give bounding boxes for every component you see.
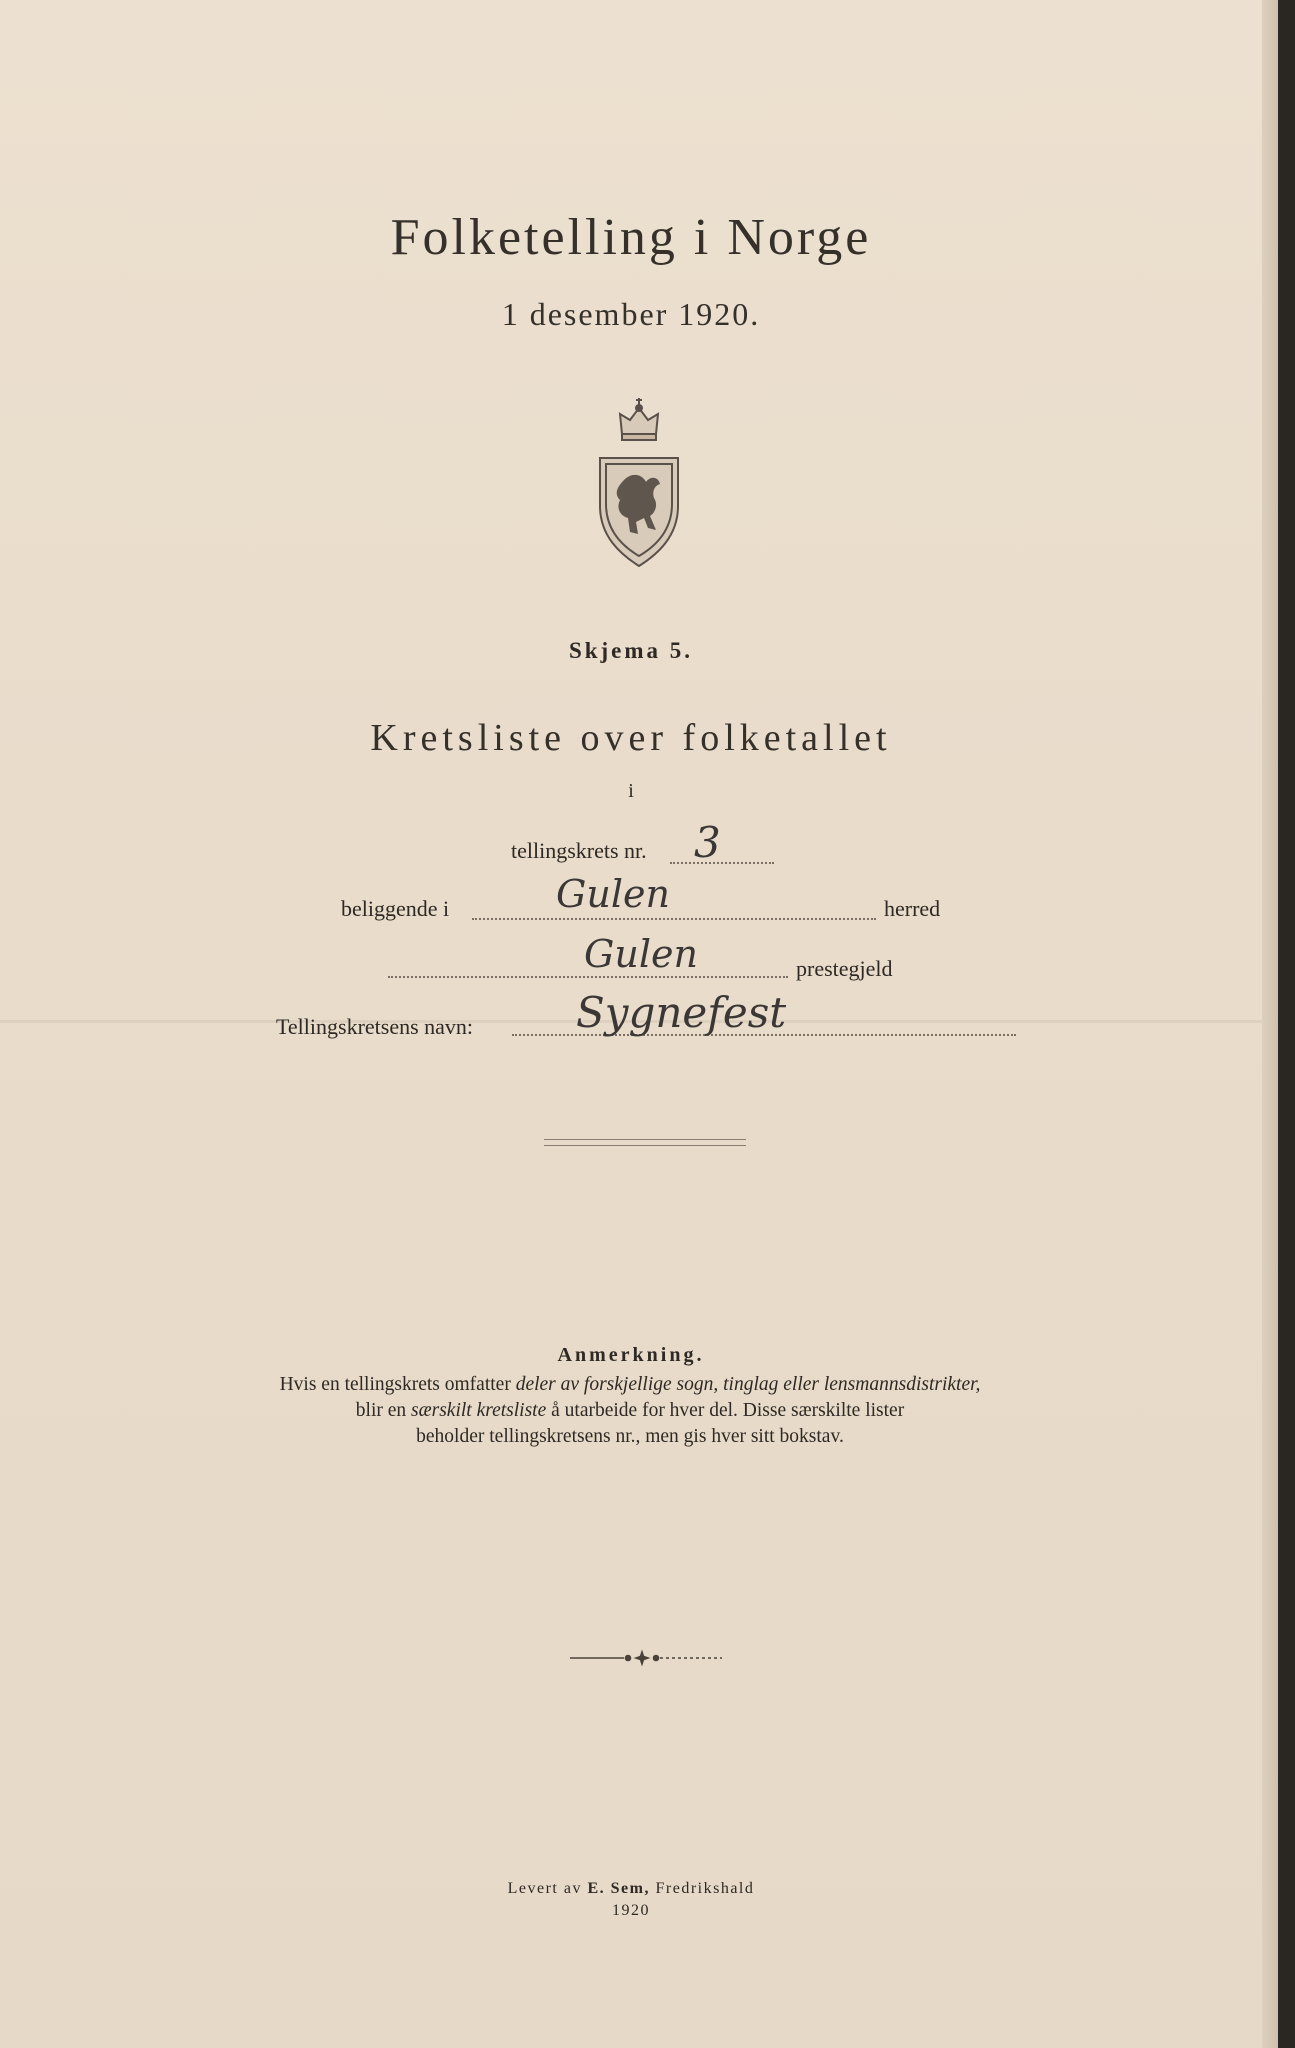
tellingskrets-label: tellingskrets nr. <box>511 838 647 863</box>
beliggende-label: beliggende i <box>341 896 450 921</box>
prestegjeld-label: prestegjeld <box>796 956 893 981</box>
note-title: Anmerkning. <box>557 1344 705 1366</box>
beliggende-value: Gulen <box>556 872 670 916</box>
form-date: 1 desember 1920. <box>501 296 761 332</box>
norway-coat-of-arms-icon <box>592 396 686 570</box>
ornament-divider-icon <box>566 1648 726 1668</box>
navn-value: Sygnefest <box>576 988 787 1037</box>
beliggende-line <box>472 918 876 920</box>
printer-credit: Levert av E. Sem, Fredrikshald <box>507 1880 755 1897</box>
prestegjeld-line <box>388 976 788 978</box>
section-divider <box>544 1139 746 1146</box>
note-line-3: beholder tellingskretsens nr., men gis hver sitt bokstav. <box>416 1426 844 1447</box>
note-text <box>180 1372 1080 1450</box>
form-title: Folketelling i Norge <box>390 209 872 266</box>
tellingskrets-value: 3 <box>694 818 721 867</box>
form-heading: Kretsliste over folketallet <box>370 717 892 759</box>
navn-label: Tellingskretsens navn: <box>276 1014 474 1039</box>
printer-year: 1920 <box>612 1902 650 1919</box>
connector-word: i <box>628 780 634 802</box>
tellingskrets-line <box>670 862 774 864</box>
herred-label: herred <box>884 896 941 921</box>
schema-label: Skjema 5. <box>568 638 694 663</box>
note-line-2: blir en særskilt kretsliste å utarbeide for hver del. Disse særskilte lister <box>355 1400 905 1421</box>
prestegjeld-value: Gulen <box>584 932 698 976</box>
note-line-1: Hvis en tellingskrets omfatter deler av forskjellige sogn, tinglag eller lensmannsdistrikter, <box>279 1374 981 1395</box>
page-edge <box>1262 0 1278 2048</box>
